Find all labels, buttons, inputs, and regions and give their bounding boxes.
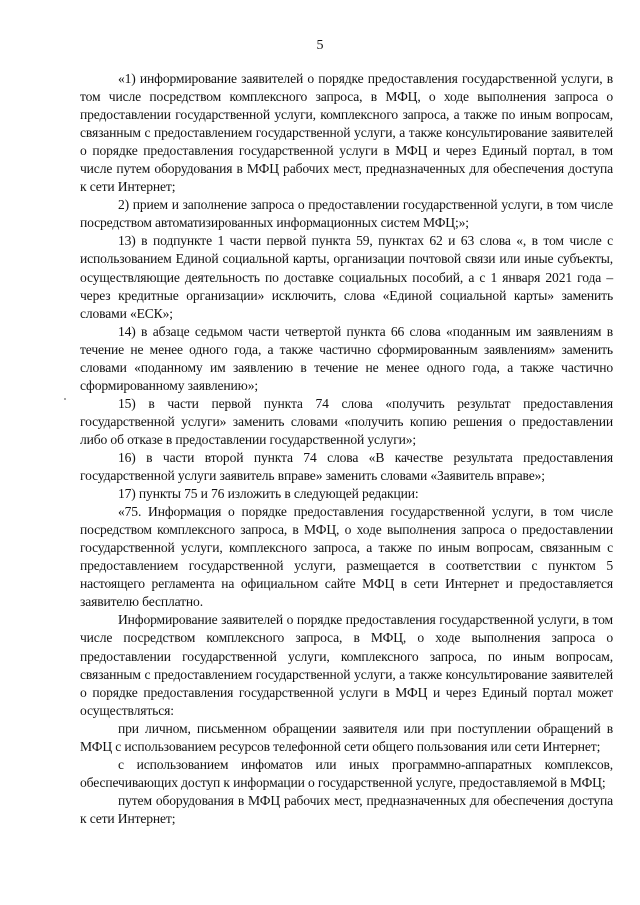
scan-speck: [64, 398, 66, 400]
paragraph-10: при личном, письменном обращении заявителя или при поступлении обращений в МФЦ с использованием ресурсов телефонной сети общего пользования или сети Интернет;: [80, 720, 613, 754]
paragraph-8: «75. Информация о порядке предоставления государственной услуги, в том числе посредством комплексного запроса, в МФЦ, о ходе выполнения запроса о предоставлении государственной услуги, комплексного запроса, а также по иным вопросам, связанным с предоставлением государственной услуги, размещается в соответствии с пунктом 5 настоящего регламента на официальном сайте МФЦ в сети Интернет и предоставляется заявителю бесплатно.: [80, 504, 613, 610]
paragraph-5: 15) в части первой пункта 74 слова «получить результат предоставления государственной услуги» заменить словами «получить копию решения о предоставлении либо об отказе в предоставлении государственной услуги»;: [80, 395, 613, 447]
paragraph-4: 14) в абзаце седьмом части четвертой пункта 66 слова «поданным им заявлениям в течение не менее одного года, а также частично сформированным заявлениям» заменить словами «поданному им заявлению в течение не менее одного года, а также частично сформированному заявлению»;: [80, 323, 613, 393]
paragraph-7: 17) пункты 75 и 76 изложить в следующей редакции:: [118, 486, 419, 502]
document-body: [80, 70, 613, 828]
paragraph-3: 13) в подпункте 1 части первой пункта 59, пунктах 62 и 63 слова «, в том числе с использованием Единой социальной карты, организации почтовой связи или иные субъекты, осуществляющие деятельность по доставке социальных пособий, а с 1 января 2021 года – через кредитные организации» исключить, слова «Единой социальной карты» заменить словами «ЕСК»;: [80, 233, 613, 321]
paragraph-11: с использованием инфоматов или иных программно-аппаратных комплексов, обеспечивающих доступ к информации о государственной услуге, предоставляемой в МФЦ;: [80, 756, 613, 790]
paragraph-12: путем оборудования в МФЦ рабочих мест, предназначенных для обеспечения доступа к сети Интернет;: [80, 792, 613, 826]
paragraph-9: Информирование заявителей о порядке предоставления государственной услуги, в том числе посредством комплексного запроса, в МФЦ, о ходе выполнения запроса о предоставлении государственной услуги, комплексного запроса, по иным вопросам, связанным с предоставлением государственной услуги, а также консультирование заявителей о порядке предоставления государственной услуги в МФЦ и через Единый портал может осуществляться:: [80, 612, 613, 718]
page-number: 5: [316, 38, 324, 53]
paragraph-1: «1) информирование заявителей о порядке предоставления государственной услуги, в том числе посредством комплексного запроса, в МФЦ, о ходе выполнения запроса о предоставлении государственной услуги, комплексного запроса, а также по иным вопросам, связанным с предоставлением государственной услуги, а также консультирование заявителей о порядке предоставления государственной услуги в МФЦ и через Единый портал, в том числе путем оборудования в МФЦ рабочих мест, предназначенных для обеспечения доступа к сети Интернет;: [80, 71, 613, 195]
paragraph-6: 16) в части второй пункта 74 слова «В качестве результата предоставления государственной услуги заявитель вправе» заменить словами «Заявитель вправе»;: [80, 449, 613, 484]
paragraph-2: 2) прием и заполнение запроса о предоставлении государственной услуги, в том числе посредством автоматизированных информационных систем МФЦ;»;: [80, 197, 613, 231]
